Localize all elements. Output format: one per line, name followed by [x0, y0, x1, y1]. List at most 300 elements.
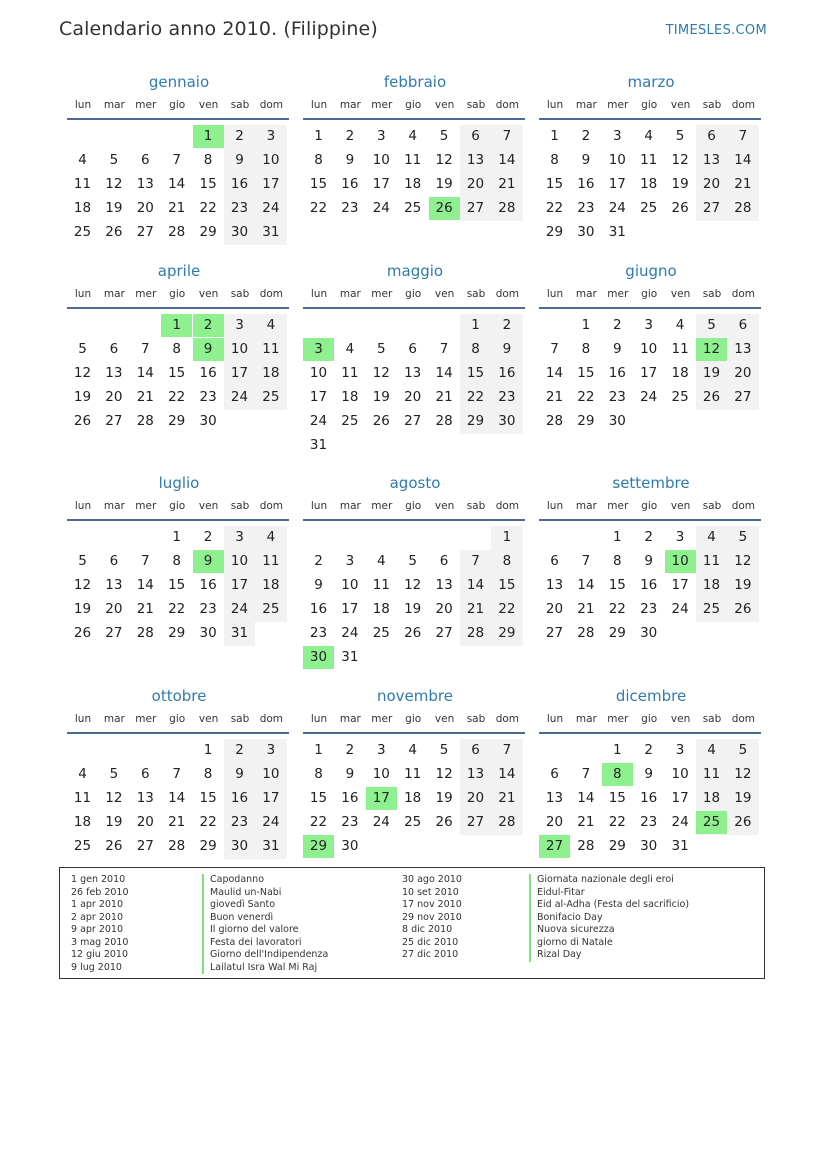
weekday-header: dom: [259, 500, 284, 512]
day-cell: 6: [471, 128, 480, 144]
month-name: giugno: [625, 262, 677, 280]
day-cell: 8: [502, 553, 512, 569]
day-cell: 5: [675, 128, 685, 144]
weekday-header: lun: [74, 713, 92, 725]
day-cell: 16: [498, 365, 516, 381]
day-cell: 7: [550, 341, 559, 357]
day-cell: 26: [404, 625, 422, 641]
day-cell: 31: [341, 649, 359, 665]
weekday-header: gio: [169, 99, 186, 111]
weekday-header: dom: [259, 99, 284, 111]
weekday-header: sab: [230, 99, 250, 111]
day-cell: 29: [199, 224, 217, 240]
day-cell: 30: [199, 413, 217, 429]
day-cell: 3: [266, 742, 276, 758]
day-cell: 13: [545, 790, 564, 806]
day-cell: 17: [671, 577, 689, 593]
day-cell: 5: [738, 742, 748, 758]
day-cell: 30: [640, 625, 658, 641]
day-cell: 30: [640, 838, 658, 854]
weekday-header: sab: [466, 288, 486, 300]
header-divider: [67, 519, 289, 521]
day-cell: 17: [640, 365, 658, 381]
legend-holiday-date: 10 set 2010: [402, 886, 459, 898]
day-cell: 31: [608, 224, 626, 240]
weekday-header: gio: [641, 713, 658, 725]
day-cell: 6: [550, 766, 559, 782]
header-divider: [67, 307, 289, 309]
day-cell: 5: [439, 128, 449, 144]
weekday-header: gio: [169, 500, 186, 512]
day-cell: 27: [136, 224, 154, 240]
day-cell: 4: [675, 317, 685, 333]
legend-holiday-date: 2 apr 2010: [71, 911, 124, 923]
day-cell: 2: [345, 742, 355, 758]
day-cell: 26: [372, 413, 390, 429]
day-cell: 31: [230, 625, 249, 641]
weekday-header: mer: [371, 99, 393, 111]
month-name: agosto: [389, 474, 441, 492]
day-cell: 14: [577, 790, 595, 806]
weekday-header: dom: [495, 713, 520, 725]
day-cell: 9: [581, 152, 591, 168]
day-cell: 22: [545, 200, 564, 216]
day-cell: 11: [73, 790, 92, 806]
day-cell: 23: [309, 625, 328, 641]
holiday-day-cell: 9: [193, 550, 224, 573]
day-cell: 3: [644, 317, 653, 333]
day-cell: 7: [502, 128, 512, 144]
weekday-header: mer: [135, 288, 157, 300]
day-cell: 24: [640, 389, 658, 405]
day-cell: 31: [309, 437, 328, 453]
weekday-header: lun: [310, 713, 328, 725]
day-cell: 24: [608, 200, 626, 216]
day-cell: 13: [466, 152, 485, 168]
day-cell: 11: [404, 152, 422, 168]
weekday-header: ven: [434, 288, 455, 300]
weekday-header: dom: [495, 500, 520, 512]
day-cell: 16: [341, 790, 359, 806]
day-cell: 15: [608, 577, 626, 593]
day-cell: 15: [498, 577, 516, 593]
day-cell: 7: [471, 553, 480, 569]
holiday-day-cell: 12: [696, 338, 727, 361]
day-cell: 3: [266, 128, 276, 144]
day-cell: 25: [404, 200, 422, 216]
day-cell: 4: [78, 766, 87, 782]
day-cell: 28: [435, 413, 453, 429]
day-cell: 10: [341, 577, 359, 593]
day-cell: 27: [105, 413, 123, 429]
day-cell: 28: [136, 625, 154, 641]
weekday-header: mar: [575, 99, 597, 111]
day-cell: 19: [73, 389, 92, 405]
day-cell: 2: [502, 317, 512, 333]
holiday-day-cell: 8: [602, 763, 633, 786]
day-cell: 13: [136, 790, 154, 806]
day-cell: 19: [105, 814, 123, 830]
weekday-header: mar: [103, 99, 125, 111]
day-cell: 23: [577, 200, 595, 216]
day-cell: 7: [141, 553, 150, 569]
day-cell: 2: [644, 742, 653, 758]
day-cell: 25: [404, 814, 422, 830]
day-cell: 16: [309, 601, 328, 617]
day-cell: 20: [136, 200, 154, 216]
day-cell: 23: [640, 601, 658, 617]
day-cell: 26: [734, 814, 752, 830]
legend-holiday-name: Il giorno del valore: [202, 924, 328, 937]
day-cell: 29: [608, 838, 626, 854]
day-cell: 4: [408, 128, 417, 144]
weekday-header: dom: [731, 500, 756, 512]
day-cell: 14: [136, 577, 154, 593]
day-cell: 24: [372, 200, 390, 216]
day-cell: 2: [203, 529, 213, 545]
legend-holiday-name: Maulid un-Nabi: [202, 887, 328, 900]
day-cell: 18: [671, 365, 689, 381]
legend-holiday-date: 27 dic 2010: [402, 949, 459, 960]
day-cell: 30: [341, 838, 359, 854]
header-divider: [303, 519, 525, 521]
weekday-header: mer: [135, 713, 157, 725]
day-cell: 8: [314, 766, 323, 782]
day-cell: 9: [502, 341, 512, 357]
day-cell: 10: [262, 766, 280, 782]
day-cell: 13: [105, 577, 123, 593]
day-cell: 1: [613, 529, 622, 545]
weekday-header: ven: [670, 99, 691, 111]
weekday-header: dom: [495, 288, 520, 300]
day-cell: 1: [502, 529, 512, 545]
day-cell: 2: [581, 128, 591, 144]
day-cell: 11: [702, 553, 721, 569]
header-divider: [303, 118, 525, 120]
day-cell: 25: [341, 413, 359, 429]
day-cell: 19: [73, 601, 92, 617]
legend-holiday-name: Eidul-Fitar: [529, 887, 689, 900]
day-cell: 18: [702, 790, 721, 806]
day-cell: 9: [314, 577, 323, 593]
holiday-day-cell: 2: [193, 314, 224, 337]
weekday-header: mer: [607, 500, 629, 512]
weekday-header: mar: [103, 713, 125, 725]
weekday-header: lun: [74, 500, 92, 512]
day-cell: 16: [230, 790, 249, 806]
day-cell: 19: [734, 790, 752, 806]
header-divider: [539, 307, 761, 309]
legend-holiday-name: Capodanno: [202, 874, 328, 887]
day-cell: 24: [262, 814, 280, 830]
weekday-header: gio: [169, 288, 186, 300]
day-cell: 31: [671, 838, 689, 854]
day-cell: 10: [640, 341, 658, 357]
day-cell: 15: [309, 790, 328, 806]
month-name: luglio: [158, 474, 200, 492]
day-cell: 12: [435, 766, 453, 782]
day-cell: 25: [73, 838, 92, 854]
day-cell: 1: [613, 742, 622, 758]
weekday-header: mar: [339, 713, 361, 725]
day-cell: 28: [577, 625, 595, 641]
day-cell: 14: [577, 577, 595, 593]
weekday-header: sab: [230, 713, 250, 725]
day-cell: 12: [435, 152, 453, 168]
day-cell: 16: [640, 790, 658, 806]
day-cell: 7: [502, 742, 512, 758]
day-cell: 26: [73, 625, 92, 641]
legend-holiday-date: 25 dic 2010: [402, 936, 459, 948]
day-cell: 1: [550, 128, 559, 144]
holiday-day-cell: 1: [193, 125, 224, 148]
day-cell: 22: [168, 601, 186, 617]
day-cell: 12: [105, 790, 123, 806]
day-cell: 12: [73, 577, 92, 593]
day-cell: 29: [577, 413, 595, 429]
day-cell: 29: [608, 625, 626, 641]
legend-holiday-name: Bonifacio Day: [529, 912, 689, 925]
day-cell: 30: [498, 413, 516, 429]
day-cell: 23: [341, 200, 359, 216]
weekday-header: ven: [434, 713, 455, 725]
weekday-header: gio: [641, 99, 658, 111]
day-cell: 7: [141, 341, 150, 357]
day-cell: 20: [435, 601, 453, 617]
day-cell: 29: [168, 413, 186, 429]
day-cell: 16: [577, 176, 595, 192]
day-cell: 12: [105, 176, 123, 192]
day-cell: 9: [345, 152, 355, 168]
day-cell: 7: [172, 766, 181, 782]
day-cell: 27: [734, 389, 752, 405]
day-cell: 24: [230, 389, 249, 405]
holiday-day-cell: 30: [303, 646, 334, 669]
day-cell: 5: [109, 152, 119, 168]
day-cell: 11: [372, 577, 390, 593]
day-cell: 29: [498, 625, 516, 641]
day-cell: 23: [230, 200, 249, 216]
day-cell: 14: [545, 365, 564, 381]
day-cell: 21: [734, 176, 752, 192]
day-cell: 25: [372, 625, 390, 641]
day-cell: 19: [702, 365, 721, 381]
day-cell: 17: [341, 601, 359, 617]
day-cell: 8: [172, 553, 181, 569]
day-cell: 5: [109, 766, 119, 782]
day-cell: 16: [640, 577, 658, 593]
day-cell: 16: [199, 365, 217, 381]
day-cell: 6: [471, 742, 480, 758]
day-cell: 14: [136, 365, 154, 381]
day-cell: 25: [640, 200, 658, 216]
day-cell: 26: [702, 389, 721, 405]
holiday-day-cell: 26: [429, 197, 460, 220]
day-cell: 22: [498, 601, 516, 617]
day-cell: 7: [738, 128, 748, 144]
weekday-header: sab: [702, 99, 722, 111]
day-cell: 8: [581, 341, 591, 357]
day-cell: 6: [738, 317, 748, 333]
legend-holiday-name: Giorno dell'Indipendenza: [202, 949, 328, 962]
day-cell: 28: [168, 224, 186, 240]
day-cell: 6: [439, 553, 449, 569]
day-cell: 9: [235, 152, 244, 168]
day-cell: 28: [466, 625, 485, 641]
day-cell: 21: [498, 790, 516, 806]
weekday-header: gio: [641, 288, 658, 300]
day-cell: 22: [608, 601, 626, 617]
day-cell: 3: [675, 742, 685, 758]
day-cell: 18: [262, 365, 280, 381]
day-cell: 3: [675, 529, 685, 545]
weekday-header: mer: [371, 713, 393, 725]
day-cell: 14: [466, 577, 485, 593]
day-cell: 13: [105, 365, 123, 381]
day-cell: 23: [199, 389, 217, 405]
month-name: febbraio: [383, 73, 447, 91]
day-cell: 24: [262, 200, 280, 216]
day-cell: 13: [404, 365, 422, 381]
day-cell: 4: [644, 128, 653, 144]
weekday-header: mar: [339, 99, 361, 111]
day-cell: 2: [613, 317, 622, 333]
day-cell: 21: [577, 814, 595, 830]
weekday-header: ven: [434, 500, 455, 512]
day-cell: 1: [314, 742, 323, 758]
legend-names-left: [202, 874, 328, 974]
weekday-header: ven: [434, 99, 455, 111]
day-cell: 20: [404, 389, 422, 405]
day-cell: 18: [262, 577, 280, 593]
day-cell: 10: [372, 766, 390, 782]
day-cell: 11: [640, 152, 658, 168]
header-divider: [539, 519, 761, 521]
day-cell: 26: [73, 413, 92, 429]
day-cell: 30: [230, 224, 249, 240]
month-name: novembre: [377, 687, 453, 705]
day-cell: 3: [377, 128, 386, 144]
day-cell: 18: [640, 176, 658, 192]
header-divider: [67, 118, 289, 120]
day-cell: 23: [230, 814, 249, 830]
day-cell: 4: [707, 742, 716, 758]
day-cell: 24: [341, 625, 359, 641]
day-cell: 6: [109, 341, 119, 357]
day-cell: 19: [372, 389, 390, 405]
day-cell: 13: [702, 152, 721, 168]
day-cell: 22: [608, 814, 626, 830]
day-cell: 5: [707, 317, 716, 333]
day-cell: 19: [105, 200, 123, 216]
day-cell: 12: [734, 553, 752, 569]
day-cell: 4: [266, 317, 276, 333]
legend-holiday-name: Lailatul Isra Wal Mi Raj: [202, 962, 328, 975]
day-cell: 14: [734, 152, 752, 168]
weekday-header: mer: [135, 500, 157, 512]
day-cell: 24: [372, 814, 390, 830]
day-cell: 19: [671, 176, 689, 192]
day-cell: 5: [408, 553, 417, 569]
day-cell: 6: [550, 553, 559, 569]
weekday-header: gio: [405, 288, 422, 300]
day-cell: 19: [734, 577, 752, 593]
weekday-header: ven: [198, 288, 219, 300]
day-cell: 7: [581, 553, 591, 569]
day-cell: 20: [734, 365, 752, 381]
legend-holiday-date: 9 apr 2010: [71, 924, 124, 935]
day-cell: 18: [73, 200, 92, 216]
day-cell: 30: [230, 838, 249, 854]
day-cell: 2: [235, 742, 244, 758]
legend-holiday-date: 3 mag 2010: [71, 936, 129, 948]
weekday-header: mar: [339, 500, 361, 512]
day-cell: 8: [613, 553, 622, 569]
day-cell: 24: [671, 601, 689, 617]
day-cell: 17: [230, 577, 249, 593]
holiday-day-cell: 17: [366, 787, 397, 810]
weekday-header: mer: [607, 713, 629, 725]
month-name: settembre: [612, 474, 690, 492]
day-cell: 3: [235, 317, 244, 333]
day-cell: 3: [613, 128, 622, 144]
day-cell: 17: [372, 176, 390, 192]
weekday-header: lun: [310, 288, 328, 300]
day-cell: 26: [105, 224, 123, 240]
day-cell: 21: [577, 601, 595, 617]
day-cell: 23: [608, 389, 626, 405]
day-cell: 27: [466, 814, 485, 830]
day-cell: 18: [73, 814, 92, 830]
day-cell: 4: [408, 742, 417, 758]
day-cell: 7: [172, 152, 181, 168]
month-name: marzo: [627, 73, 675, 91]
day-cell: 11: [262, 341, 280, 357]
legend-holiday-date: 12 giu 2010: [71, 949, 128, 960]
day-cell: 21: [545, 389, 564, 405]
day-cell: 25: [671, 389, 689, 405]
day-cell: 1: [203, 742, 213, 758]
legend-holiday-date: 9 lug 2010: [71, 961, 122, 973]
day-cell: 6: [141, 152, 150, 168]
weekday-header: dom: [731, 99, 756, 111]
weekday-header: dom: [731, 713, 756, 725]
day-cell: 18: [404, 790, 422, 806]
day-cell: 21: [168, 814, 186, 830]
legend-dates-right: [402, 874, 462, 962]
day-cell: 20: [136, 814, 154, 830]
legend-holiday-date: 1 apr 2010: [71, 899, 124, 910]
day-cell: 8: [203, 766, 213, 782]
day-cell: 21: [136, 389, 154, 405]
day-cell: 8: [471, 341, 480, 357]
day-cell: 7: [581, 766, 591, 782]
holiday-day-cell: 25: [696, 811, 727, 834]
day-cell: 17: [262, 790, 280, 806]
day-cell: 25: [73, 224, 92, 240]
day-cell: 20: [545, 814, 564, 830]
day-cell: 27: [545, 625, 564, 641]
day-cell: 10: [262, 152, 280, 168]
day-cell: 22: [309, 200, 328, 216]
legend-holiday-date: 1 gen 2010: [71, 874, 126, 885]
weekday-header: dom: [259, 288, 284, 300]
header-divider: [539, 118, 761, 120]
site-link[interactable]: TIMESLES.COM: [665, 23, 767, 38]
day-cell: 2: [345, 128, 355, 144]
day-cell: 15: [466, 365, 485, 381]
weekday-header: lun: [546, 713, 564, 725]
